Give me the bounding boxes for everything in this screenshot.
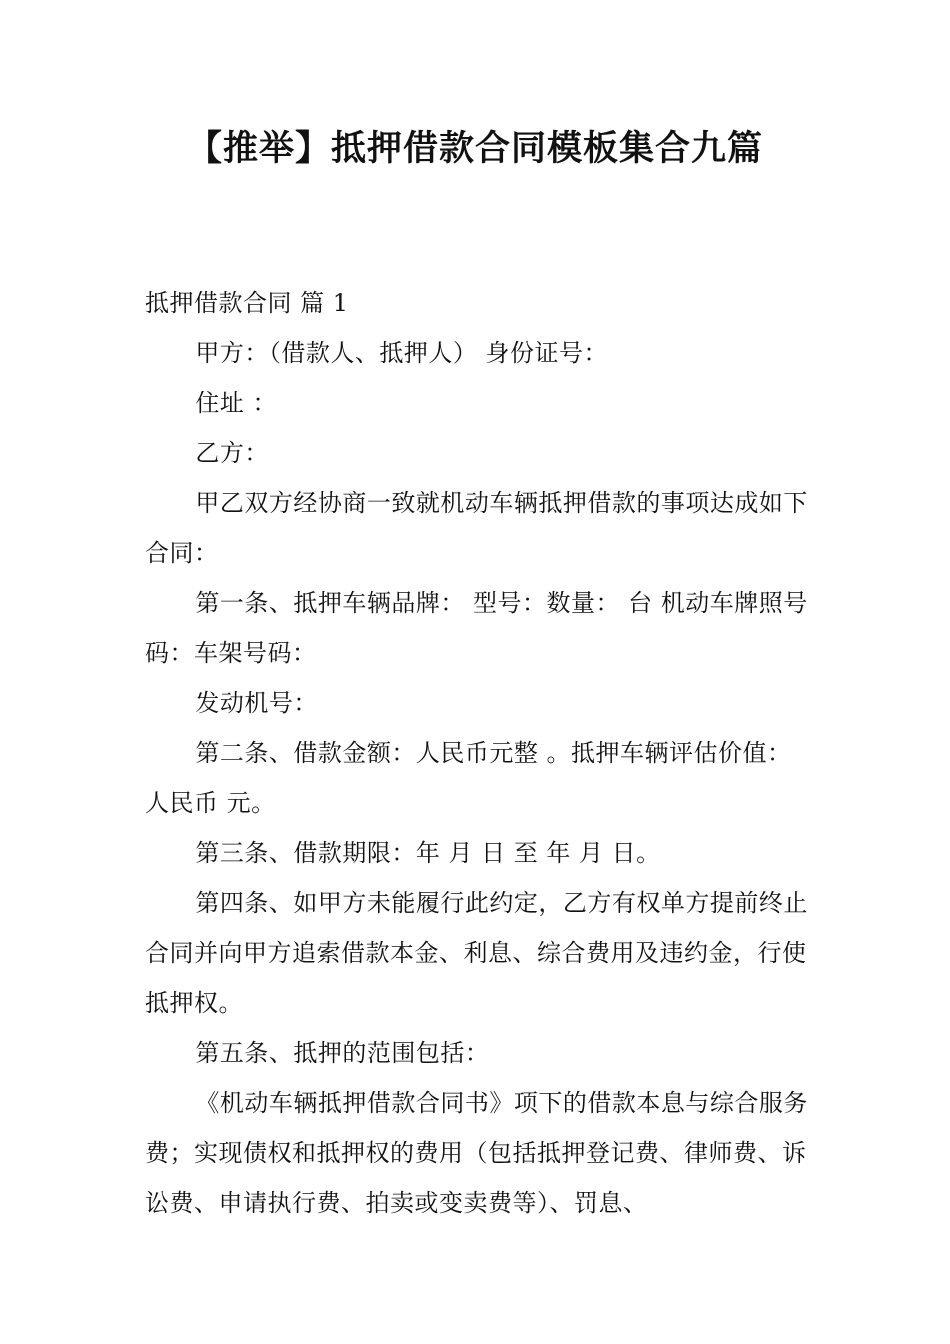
article-5: 第五条、抵押的范围包括： <box>195 1039 490 1067</box>
article-3: 第三条、借款期限：年 月 日 至 年 月 日。 <box>195 839 661 867</box>
section-heading: 抵押借款合同 篇 1 <box>145 289 349 317</box>
document-title: 【推举】抵押借款合同模板集合九篇 <box>186 129 763 169</box>
address-line: 住址 ： <box>195 389 278 417</box>
party-a-line: 甲方：（借款人、抵押人） 身份证号： <box>195 339 609 367</box>
engine-number-line: 发动机号： <box>195 689 318 717</box>
article-4: 第四条、如甲方未能履行此约定，乙方有权单方提前终止合同并向甲方追索借款本金、利息、综合费用及违约金，行使抵押权。 <box>145 889 808 1017</box>
article-5-detail: 《机动车辆抵押借款合同书》项下的借款本息与综合服务费；实现债权和抵押权的费用（包括抵押登记费、律师费、诉讼费、申请执行费、拍卖或变卖费等）、罚息、 <box>145 1089 808 1217</box>
article-1: 第一条、抵押车辆品牌： 型号：数量： 台 机动车牌照号码：车架号码： <box>145 589 808 667</box>
party-b-line: 乙方： <box>195 439 269 467</box>
agreement-intro: 甲乙双方经协商一致就机动车辆抵押借款的事项达成如下合同： <box>145 489 808 567</box>
article-2: 第二条、借款金额：人民币元整 。抵押车辆评估价值：人民币 元。 <box>145 739 792 817</box>
document-body <box>145 278 810 1228</box>
